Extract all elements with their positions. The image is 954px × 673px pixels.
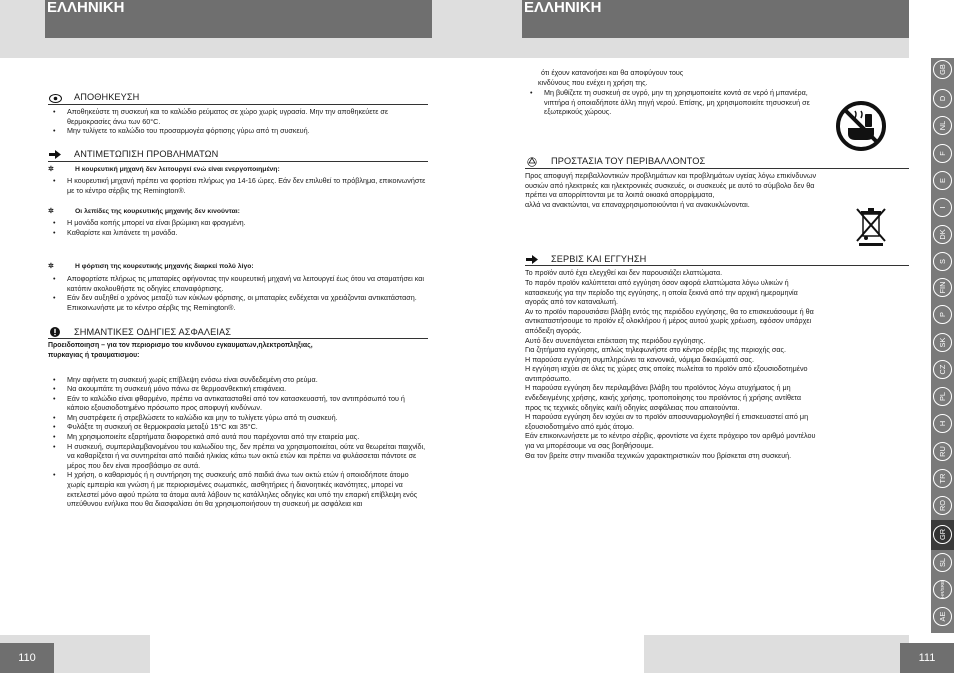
list-item: • Εάν δεν αυξηθεί ο χρόνος μεταξύ των κύκλων φόρτισης, οι μπαταρίες ενδέχεται να χρειάζονται αντικατάσταση. Επικοινωνήστε με το κέντρο σέρβις της Remington®. <box>48 293 428 312</box>
list-item: • Φυλάξτε τη συσκευή σε θερμοκρασία μεταξύ 15°C και 35°C. <box>48 422 428 432</box>
language-tab-ru[interactable]: RU <box>933 442 952 461</box>
language-tab-p[interactable]: P <box>933 305 952 324</box>
language-tab-hr-srb[interactable]: HR/SRB <box>933 580 952 599</box>
eye-icon <box>48 93 62 103</box>
language-tab-ae[interactable]: AE <box>933 607 952 626</box>
page-title: ΕΛΛΗΝΙΚΗ <box>522 0 909 38</box>
warning-text: Προειδοποιηση – για τον περιορισμο του κινδυνου εγκαυματων,ηλεκτροπληξιας, πυρκαγιας ή τραυματισμου: <box>48 342 313 359</box>
service-text: Το προϊόν αυτό έχει ελεγχθεί και δεν παρουσιάζει ελαττώματα. Το παρόν προϊόν καλύπτεται από εγγύηση όσον αφορά ελαττώματα λόγω υλικών ή κατασκευής για την περίοδο της εγγύησης, η οποία ξεκινά από την αρχική ημερομηνία αγοράς από τον καταναλωτή. Αν το προϊόν παρουσιάσει βλάβη εντός της περιόδου εγγύησης, θα το επισκευάσουμε ή θα αντικαταστήσουμε το προϊόν εξ ολοκλήρου ή μέρος αυτού χωρίς χρέωση, εφόσον υπάρχει απόδειξη αγοράς. Αυτό δεν συνεπάγεται επέκταση της περιόδου εγγύησης. Για ζητήματα εγγύησης, απλώς τηλεφωνήστε στο κέντρο σέρβις της περιοχής σας. Η παρούσα εγγύηση συμπληρώνει τα κανονικά, νόμιμα δικαιώματά σας. Η εγγύηση ισχύει σε όλες τις χώρες στις οποίες πωλείται το προϊόν από εξουσιοδοτημένο αντιπρόσωπο. Η παρούσα εγγύηση δεν περιλαμβάνει βλάβη του προϊόντος λόγω ατυχήματος ή μη ενδεδειγμένης χρήσης, κακής χρήσης, τροποποίησης του προϊόντος ή χρήσης αντίθετα προς τις τεχνικές οδηγίες και/ή οδηγίες ασφάλειας που απαιτούνται. Η παρούσα εγγύηση δεν ισχύει αν το προϊόν αποσυναρμολογηθεί ή επισκευαστεί από μη εξουσιοδοτημένο από εμάς άτομο. Εάν επικοινωνήσετε με το κέντρο σέρβις, φροντίστε να έχετε πρόχειρο τον αριθμό μοντέλου για να μπορέσουμε να σας βοηθήσουμε. Θα τον βρείτε στην πινακίδα τεχνικών χαρακτηριστικών που βρίσκεται στη συσκευή. <box>525 268 816 460</box>
list-item: • Αποθηκεύστε τη συσκευή και το καλώδιο ρεύματος σε χώρο χωρίς υγρασία. Μην την αποθηκεύετε σε θερμοκρασίες άνω των 60°C. <box>48 107 428 126</box>
language-tab-sk[interactable]: SK <box>933 333 952 352</box>
list-item: • Μη συστρέφετε ή στρεβλώσετε το καλώδιο και μην το τυλίγετε γύρω από τη συσκευή. <box>48 413 428 423</box>
language-tab-pl[interactable]: PL <box>933 387 952 406</box>
sun-icon: ✲ <box>48 207 54 215</box>
language-tab-d[interactable]: D <box>933 89 952 108</box>
language-tab-cz[interactable]: CZ <box>933 360 952 379</box>
storage-list <box>48 107 428 136</box>
language-tab-e[interactable]: E <box>933 171 952 190</box>
water-warning-list <box>525 88 815 117</box>
continuation-text: ότι έχουν κατανοήσει και θα αποφύγουν τους <box>541 68 684 77</box>
warning-icon <box>48 327 62 337</box>
language-tab-gr[interactable]: GR <box>933 525 952 544</box>
left-content <box>48 93 428 509</box>
no-bath-water-icon <box>835 100 887 157</box>
safety-heading: ΣΗΜΑΝΤΙΚΕΣ ΟΔΗΓΙΕΣ ΑΣΦΑΛΕΙΑΣ <box>48 327 428 339</box>
solution-list <box>48 218 428 237</box>
sun-icon: ✲ <box>48 165 54 173</box>
list-item: • Μη χρησιμοποιείτε εξαρτήματα διαφορετικά από αυτά που παρέχονται από την εταιρεία μας. <box>48 432 428 442</box>
list-item: • Μην αφήνετε τη συσκευή χωρίς επίβλεψη ενόσω είναι συνδεδεμένη στο ρεύμα. <box>48 375 428 385</box>
weee-bin-icon <box>854 206 888 251</box>
footer-band <box>644 635 909 673</box>
language-tab-fin[interactable]: FIN <box>933 278 952 297</box>
list-item: • Η χρήση, ο καθαρισμός ή η συντήρηση της συσκευής από παιδιά άνω των οκτώ ετών ή οποιοδήποτε άτομο χωρίς εμπειρία και γνώση ή με περιορισμένες σωματικές, αισθητήριες ή διανοητικές ικανότητες, μπορεί να εκτελεστεί μόνο αφού πρώτα τα άτομα αυτά λάβουν τις κατάλληλες οδηγίες και υπό την επαρκή επίβλεψη ενός υπεύθυνου ενήλικα που θα διασφαλίσει ότι θα χρησιμοποιήσουν τη συσκευή με ασφάλεια και <box>48 470 428 508</box>
arrow-right-icon <box>525 254 539 264</box>
environment-heading: ΠΡΟΣΤΑΣΙΑ ΤΟΥ ΠΕΡΙΒΑΛΛΟΝΤΟΣ <box>525 157 909 169</box>
problem-row: ✲ Η κουρευτική μηχανή δεν λειτουργεί ενώ είναι ενεργοποιημένη: <box>48 165 280 173</box>
language-tab-f[interactable]: F <box>933 144 952 163</box>
list-item: • Αποφορτίστε πλήρως τις μπαταρίες αφήνοντας την κουρευτική μηχανή να λειτουργεί έως ότου να σταματήσει και κατόπιν ακολουθήστε τις οδηγίες επαναφόρτισης. <box>48 274 428 293</box>
list-item: • Μην τυλίγετε το καλώδιο του προσαρμογέα φόρτισης γύρω από τη συσκευή. <box>48 126 428 136</box>
list-item: • Καθαρίστε και λιπάνετε τη μονάδα. <box>48 228 428 238</box>
language-tab-nl[interactable]: NL <box>933 116 952 135</box>
language-tab-h[interactable]: H <box>933 414 952 433</box>
storage-heading: ΑΠΟΘΗΚΕΥΣΗ <box>48 93 428 105</box>
environment-text: Προς αποφυγή περιβαλλοντικών προβλημάτων και προβλημάτων υγείας λόγω επικίνδυνων ουσιών από ηλεκτρικές και ηλεκτρονικές συσκευές, οι συσκευές με αυτό το σύμβολο δεν θα πρέπει να απορρίπτονται με τα λοιπά οικιακά απορρίμματα, αλλά να ανακτώνται, να επαναχρησιμοποιούνται ή να ανακυκλώνονται. <box>525 170 817 209</box>
page-title: ΕΛΛΗΝΙΚΗ <box>45 0 432 38</box>
solution-list <box>48 274 428 312</box>
list-item: • Η κουρευτική μηχανή πρέπει να φορτίσει πλήρως για 14-16 ώρες. Εάν δεν επιλυθεί το πρόβλημα, επικοινωνήστε με το κέντρο σέρβις της Remington®. <box>48 176 428 195</box>
troubleshooting-heading: ΑΝΤΙΜΕΤΩΠΙΣΗ ΠΡΟΒΛΗΜΑΤΩΝ <box>48 150 428 162</box>
list-item: • Να ακουμπάτε τη συσκευή μόνο πάνω σε θερμοανθεκτική επιφάνεια. <box>48 384 428 394</box>
arrow-right-icon <box>48 150 62 160</box>
language-tab-gb[interactable]: GB <box>933 60 952 79</box>
solution-list <box>48 176 428 195</box>
service-heading: ΣΕΡΒΙΣ ΚΑΙ ΕΓΓΥΗΣΗ <box>525 254 909 266</box>
language-tab-s[interactable]: S <box>933 252 952 271</box>
language-tab-i[interactable]: I <box>933 198 952 217</box>
page-number: 111 <box>900 643 954 673</box>
page-number: 110 <box>0 643 54 673</box>
language-tab-sl[interactable]: SL <box>933 553 952 572</box>
list-item: • Η συσκευή, συμπεριλαμβανομένου του καλωδίου της, δεν πρέπει να χρησιμοποιείται, ούτε να θεωρείται παιχνίδι, να καθαρίζεται ή να συντηρείται από παιδιά ηλικίας κάτω των οκτώ ετών και πρέπει να φυλάσσεται πάντοτε σε μέρος που δεν είναι προσβάσιμο σε αυτά. <box>48 442 428 471</box>
right-page <box>477 0 954 673</box>
sun-icon: ✲ <box>48 263 54 271</box>
list-item: • Μη βυθίζετε τη συσκευή σε υγρό, μην τη χρησιμοποιείτε κοντά σε νερό ή μπανιέρα, νιπτήρα ή οποιαδήποτε άλλη πηγή νερού. Επίσης, μη χρησιμοποιείτε τησυσκευή σε εξωτερικούς χώρους. <box>525 88 815 117</box>
language-sidebar <box>931 58 954 633</box>
recycle-icon <box>525 157 539 167</box>
language-tab-ro[interactable]: RO <box>933 496 952 515</box>
list-item: • Η μονάδα κοπής μπορεί να είναι βρώμικη και φραγμένη. <box>48 218 428 228</box>
problem-row: ✲ Η φόρτιση της κουρευτικής μηχανής διαρκεί πολύ λίγο: <box>48 263 254 271</box>
list-item: • Εάν το καλώδιο είναι φθαρμένο, πρέπει να αντικατασταθεί από τον κατασκευαστή, τον αντιπρόσωπό του ή κάποιο εξουσιοδοτημένο πρόσωπο προς αποφυγή κινδύνων. <box>48 394 428 413</box>
language-tab-tr[interactable]: TR <box>933 469 952 488</box>
language-tab-dk[interactable]: DK <box>933 225 952 244</box>
continuation-text-2: κινδύνους που ενέχει η χρήση της. <box>538 77 648 87</box>
safety-list <box>48 375 428 509</box>
problem-row: ✲ Οι λεπίδες της κουρευτικής μηχανής δεν κινούνται: <box>48 207 240 215</box>
